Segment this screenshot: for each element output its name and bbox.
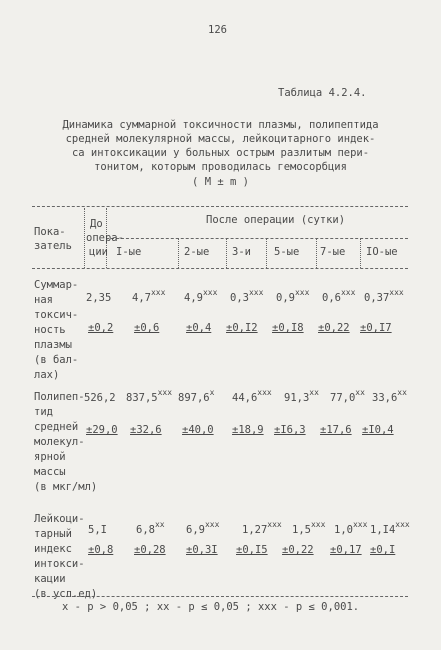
mean-value: $1,27^{ххх}$ bbox=[242, 520, 282, 536]
error-value: ±0,22 bbox=[282, 544, 314, 556]
header-before-op: ции bbox=[89, 246, 108, 258]
error-value: ±0,2 bbox=[88, 322, 114, 334]
table-label: Таблица 4.2.4. bbox=[278, 87, 367, 99]
header-bottom-rule bbox=[32, 268, 408, 269]
mean-value: 526,2 bbox=[84, 392, 116, 404]
header-day: IO-ые bbox=[366, 246, 398, 258]
col-separator bbox=[178, 238, 179, 268]
error-value: ±32,6 bbox=[130, 424, 162, 436]
mean-value: $44,6^{ххх}$ bbox=[232, 388, 272, 404]
header-subrule bbox=[106, 238, 408, 239]
error-value: ±0,I bbox=[370, 544, 396, 556]
error-value: ±0,I8 bbox=[272, 322, 304, 334]
error-value: ±I6,3 bbox=[274, 424, 306, 436]
mean-value: 5,I bbox=[88, 524, 107, 536]
mean-value: $1,0^{ххх}$ bbox=[334, 520, 368, 536]
mean-value: $6,9^{ххх}$ bbox=[186, 520, 220, 536]
caption-line: средней молекулярной массы, лейкоцитарного индек- bbox=[65, 133, 376, 145]
mean-value: $897,6^х$ bbox=[178, 388, 215, 404]
error-value: ±0,17 bbox=[330, 544, 362, 556]
caption-line: ( M ± m ) bbox=[192, 176, 249, 188]
page-number: 126 bbox=[208, 24, 227, 36]
error-value: ±40,0 bbox=[182, 424, 214, 436]
header-indicator: затель bbox=[34, 240, 72, 252]
mean-value: $77,0^{хх}$ bbox=[330, 388, 365, 404]
error-value: ±0,4 bbox=[186, 322, 212, 334]
mean-value: $33,6^{хх}$ bbox=[372, 388, 407, 404]
col-separator bbox=[84, 208, 85, 268]
col-separator bbox=[360, 238, 361, 268]
row-label: Лейкоци- тарный индекс интокси- кации (в усл.ед) bbox=[34, 513, 98, 600]
mean-value: $0,37^{ххх}$ bbox=[364, 288, 404, 304]
error-value: ±0,22 bbox=[318, 322, 350, 334]
col-separator bbox=[266, 238, 267, 268]
header-day: 2-ые bbox=[184, 246, 210, 258]
mean-value: $1,5^{ххх}$ bbox=[292, 520, 326, 536]
error-value: ±0,I5 bbox=[236, 544, 268, 556]
row-label: Полипеп- тид средней молекул- ярной массы (в мкг/мл) bbox=[34, 391, 98, 493]
error-value: ±0,I7 bbox=[360, 322, 392, 334]
significance-footnote: х - р > 0,05 ; хх - р ≤ 0,05 ; ххх - р ≤ 0,001. bbox=[62, 601, 360, 613]
mean-value: $0,6^{ххх}$ bbox=[322, 288, 356, 304]
error-value: ±0,3I bbox=[186, 544, 218, 556]
header-indicator: Пока- bbox=[34, 226, 66, 238]
header-day: 3-и bbox=[232, 246, 251, 258]
error-value: ±18,9 bbox=[232, 424, 264, 436]
header-day: 5-ые bbox=[274, 246, 300, 258]
error-value: ±I0,4 bbox=[362, 424, 394, 436]
error-value: ±29,0 bbox=[86, 424, 118, 436]
row-label: Суммар- ная токсич- ность плазмы (в бал- лах) bbox=[34, 279, 79, 381]
caption-line: са интоксикации у больных острым разлитым пери- bbox=[71, 147, 370, 159]
header-day: I-ые bbox=[116, 246, 142, 258]
mean-value: $4,9^{ххх}$ bbox=[184, 288, 218, 304]
col-separator bbox=[226, 238, 227, 268]
error-value: ±0,6 bbox=[134, 322, 160, 334]
header-before-op: До bbox=[90, 218, 103, 230]
mean-value: 2,35 bbox=[86, 292, 112, 304]
error-value: ±0,28 bbox=[134, 544, 166, 556]
mean-value: $1,I4^{ххх}$ bbox=[370, 520, 410, 536]
caption-line: тонитом, которым проводилась гемосорбция bbox=[94, 161, 347, 173]
mean-value: $0,9^{ххх}$ bbox=[276, 288, 310, 304]
mean-value: $91,3^{хх}$ bbox=[284, 388, 319, 404]
col-separator bbox=[316, 238, 317, 268]
mean-value: $837,5^{ххх}$ bbox=[126, 388, 173, 404]
mean-value: $6,8^{хх}$ bbox=[136, 520, 165, 536]
table-top-rule bbox=[32, 206, 408, 207]
mean-value: $4,7^{ххх}$ bbox=[132, 288, 166, 304]
mean-value: $0,3^{ххх}$ bbox=[230, 288, 264, 304]
error-value: ±0,I2 bbox=[226, 322, 258, 334]
error-value: ±17,6 bbox=[320, 424, 352, 436]
header-after-op: После операции (сутки) bbox=[206, 214, 346, 226]
header-day: 7-ые bbox=[320, 246, 346, 258]
error-value: ±0,8 bbox=[88, 544, 114, 556]
header-before-op: опера- bbox=[86, 232, 124, 244]
caption-line: Динамика суммарной токсичности плазмы, полипептида bbox=[62, 119, 379, 131]
